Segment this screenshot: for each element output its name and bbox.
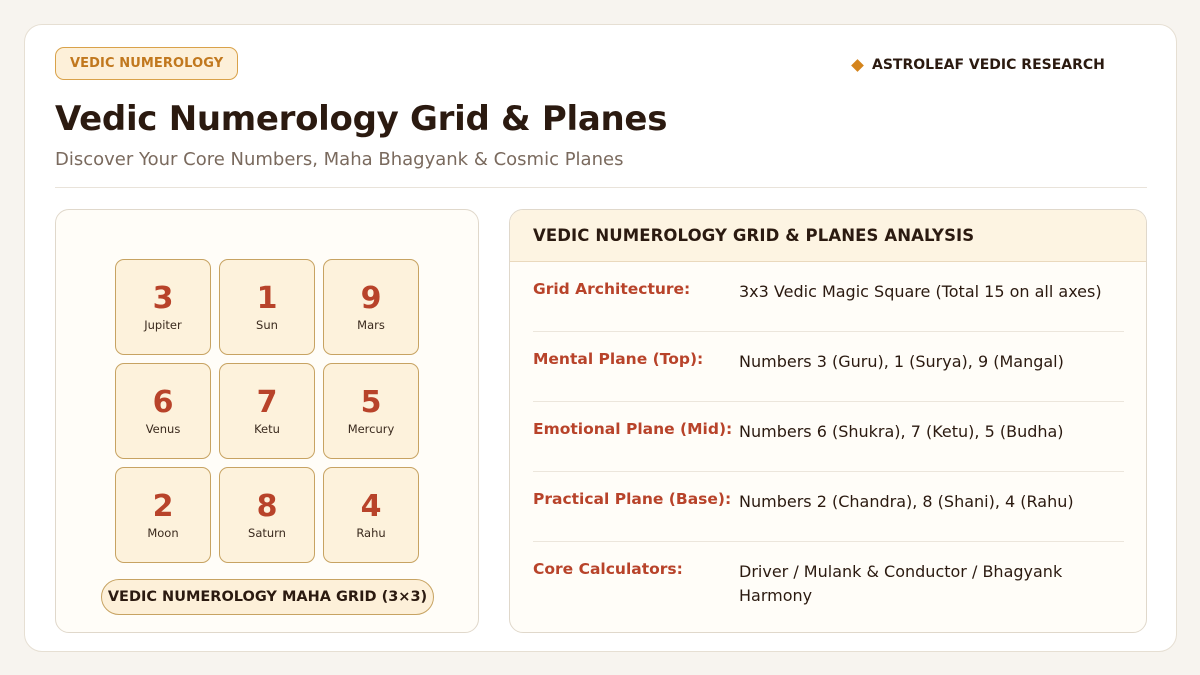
- cell-number: 6: [152, 385, 174, 420]
- cell-planet: Rahu: [356, 526, 386, 540]
- cell-number: 3: [152, 281, 174, 316]
- row-label: Core Calculators:: [533, 560, 683, 578]
- row-value: Numbers 6 (Shukra), 7 (Ketu), 5 (Budha): [739, 422, 1064, 441]
- analysis-row-grid-architecture: [533, 262, 1124, 332]
- cell-number: 4: [360, 489, 382, 524]
- analysis-row-core-calculators: [533, 542, 1124, 612]
- analysis-rows: [533, 262, 1124, 612]
- header-divider: [55, 187, 1147, 188]
- grid-cell-mars: [323, 259, 419, 355]
- grid-panel: [55, 209, 479, 633]
- row-label: Emotional Plane (Mid):: [533, 420, 733, 438]
- analysis-row-mental-plane: [533, 332, 1124, 402]
- grid-cell-saturn: [219, 467, 315, 563]
- cell-number: 5: [360, 385, 382, 420]
- grid-cell-sun: [219, 259, 315, 355]
- cell-planet: Saturn: [248, 526, 286, 540]
- cell-number: 8: [256, 489, 278, 524]
- main-card: [24, 24, 1177, 652]
- analysis-row-practical-plane: [533, 472, 1124, 542]
- maha-grid: [115, 259, 419, 563]
- cell-planet: Mercury: [347, 422, 395, 436]
- cell-number: 2: [152, 489, 174, 524]
- page-subtitle: Discover Your Core Numbers, Maha Bhagyank & Cosmic Planes: [55, 149, 624, 170]
- grid-cell-venus: [115, 363, 211, 459]
- cell-planet: Sun: [256, 318, 278, 332]
- row-value: Numbers 2 (Chandra), 8 (Shani), 4 (Rahu): [739, 492, 1074, 511]
- page-title: Vedic Numerology Grid & Planes: [55, 99, 668, 139]
- brand: [853, 57, 1105, 73]
- row-label: Grid Architecture:: [533, 280, 691, 298]
- cell-planet: Mars: [357, 318, 385, 332]
- grid-cell-ketu: [219, 363, 315, 459]
- grid-cell-moon: [115, 467, 211, 563]
- cell-planet: Ketu: [254, 422, 280, 436]
- analysis-row-emotional-plane: [533, 402, 1124, 472]
- row-label: Mental Plane (Top):: [533, 350, 704, 368]
- category-badge: VEDIC NUMEROLOGY: [55, 47, 238, 80]
- row-label: Practical Plane (Base):: [533, 490, 732, 508]
- row-value: Driver / Mulank & Conductor / Bhagyank Harmony: [739, 562, 1063, 605]
- analysis-heading: VEDIC NUMEROLOGY GRID & PLANES ANALYSIS: [510, 210, 1146, 262]
- brand-label: ASTROLEAF VEDIC RESEARCH: [872, 57, 1105, 73]
- row-value: 3x3 Vedic Magic Square (Total 15 on all axes): [739, 282, 1102, 301]
- grid-caption-pill: VEDIC NUMEROLOGY MAHA GRID (3×3): [101, 579, 434, 615]
- analysis-panel: [509, 209, 1147, 633]
- grid-cell-jupiter: [115, 259, 211, 355]
- cell-planet: Moon: [147, 526, 179, 540]
- cell-planet: Jupiter: [144, 318, 182, 332]
- diamond-icon: [851, 59, 864, 72]
- cell-number: 1: [256, 281, 278, 316]
- grid-cell-mercury: [323, 363, 419, 459]
- cell-planet: Venus: [145, 422, 181, 436]
- row-value: Numbers 3 (Guru), 1 (Surya), 9 (Mangal): [739, 352, 1064, 371]
- cell-number: 9: [360, 281, 382, 316]
- grid-cell-rahu: [323, 467, 419, 563]
- cell-number: 7: [256, 385, 278, 420]
